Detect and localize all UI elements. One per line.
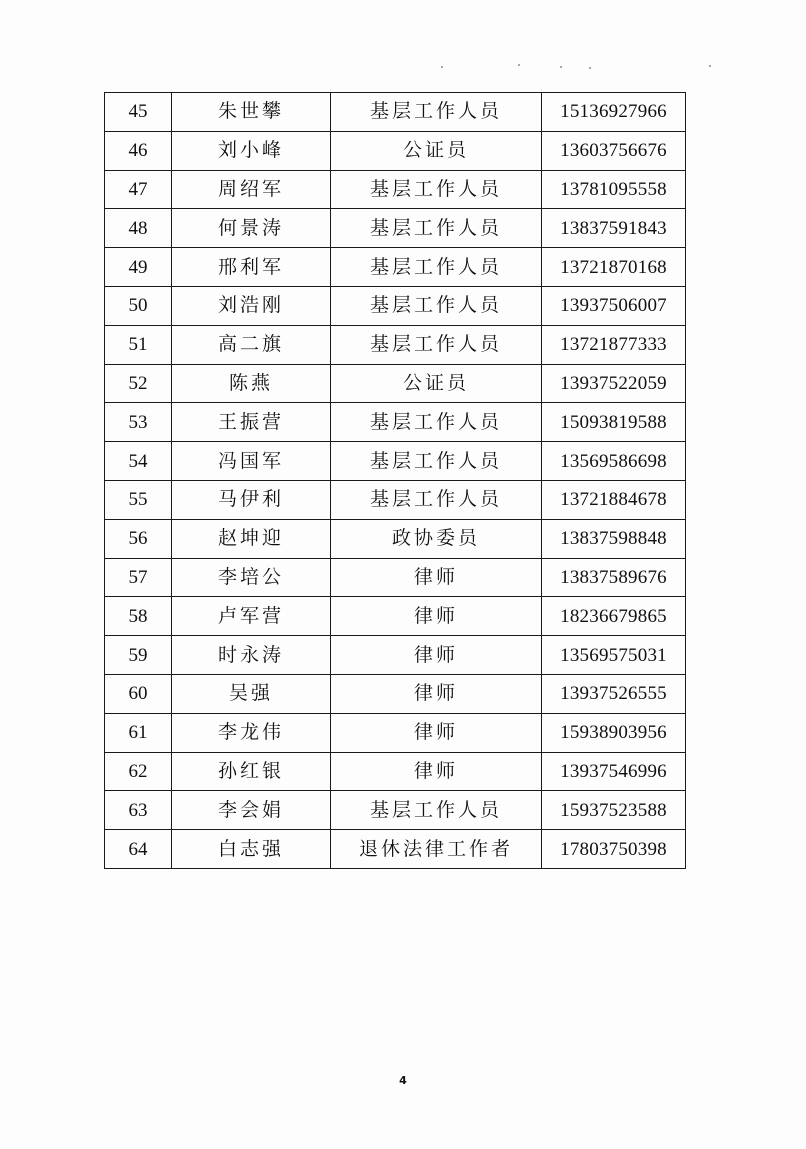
roster-table-body <box>105 93 686 869</box>
table-row <box>105 830 686 869</box>
row-number-cell: 50 <box>105 286 172 325</box>
occupation-cell: 律师 <box>331 597 542 636</box>
occupation-cell: 律师 <box>331 713 542 752</box>
person-name-cell: 高二旗 <box>172 325 331 364</box>
person-name-cell: 刘小峰 <box>172 131 331 170</box>
occupation-cell: 基层工作人员 <box>331 286 542 325</box>
phone-number-cell: 13603756676 <box>542 131 686 170</box>
occupation-cell: 基层工作人员 <box>331 325 542 364</box>
table-row <box>105 325 686 364</box>
row-number-cell: 58 <box>105 597 172 636</box>
occupation-cell: 律师 <box>331 752 542 791</box>
occupation-cell: 公证员 <box>331 131 542 170</box>
table-row <box>105 170 686 209</box>
row-number-cell: 46 <box>105 131 172 170</box>
person-name-cell: 赵坤迎 <box>172 519 331 558</box>
phone-number-cell: 13569575031 <box>542 636 686 675</box>
table-row <box>105 403 686 442</box>
table-row <box>105 597 686 636</box>
phone-number-cell: 13937526555 <box>542 674 686 713</box>
table-row <box>105 752 686 791</box>
occupation-cell: 律师 <box>331 674 542 713</box>
occupation-cell: 基层工作人员 <box>331 93 542 132</box>
roster-table <box>104 92 686 869</box>
row-number-cell: 62 <box>105 752 172 791</box>
phone-number-cell: 15938903956 <box>542 713 686 752</box>
row-number-cell: 64 <box>105 830 172 869</box>
scan-speck <box>560 66 562 68</box>
occupation-cell: 律师 <box>331 558 542 597</box>
row-number-cell: 48 <box>105 209 172 248</box>
page-number: 4 <box>399 1074 407 1087</box>
table-row <box>105 442 686 481</box>
occupation-cell: 律师 <box>331 636 542 675</box>
phone-number-cell: 13569586698 <box>542 442 686 481</box>
row-number-cell: 56 <box>105 519 172 558</box>
person-name-cell: 陈燕 <box>172 364 331 403</box>
person-name-cell: 李会娟 <box>172 791 331 830</box>
row-number-cell: 59 <box>105 636 172 675</box>
row-number-cell: 55 <box>105 480 172 519</box>
row-number-cell: 47 <box>105 170 172 209</box>
table-row <box>105 636 686 675</box>
phone-number-cell: 15937523588 <box>542 791 686 830</box>
scan-speck <box>441 66 443 68</box>
table-row <box>105 674 686 713</box>
row-number-cell: 53 <box>105 403 172 442</box>
row-number-cell: 51 <box>105 325 172 364</box>
phone-number-cell: 13781095558 <box>542 170 686 209</box>
row-number-cell: 61 <box>105 713 172 752</box>
person-name-cell: 王振营 <box>172 403 331 442</box>
row-number-cell: 45 <box>105 93 172 132</box>
row-number-cell: 49 <box>105 248 172 287</box>
person-name-cell: 朱世攀 <box>172 93 331 132</box>
occupation-cell: 退休法律工作者 <box>331 830 542 869</box>
table-row <box>105 93 686 132</box>
table-row <box>105 480 686 519</box>
row-number-cell: 57 <box>105 558 172 597</box>
occupation-cell: 基层工作人员 <box>331 442 542 481</box>
table-row <box>105 286 686 325</box>
occupation-cell: 基层工作人员 <box>331 791 542 830</box>
phone-number-cell: 13721877333 <box>542 325 686 364</box>
occupation-cell: 基层工作人员 <box>331 209 542 248</box>
phone-number-cell: 15093819588 <box>542 403 686 442</box>
phone-number-cell: 13837591843 <box>542 209 686 248</box>
phone-number-cell: 13837589676 <box>542 558 686 597</box>
phone-number-cell: 13721884678 <box>542 480 686 519</box>
person-name-cell: 李培公 <box>172 558 331 597</box>
occupation-cell: 政协委员 <box>331 519 542 558</box>
table-row <box>105 131 686 170</box>
phone-number-cell: 13837598848 <box>542 519 686 558</box>
row-number-cell: 63 <box>105 791 172 830</box>
table-row <box>105 519 686 558</box>
person-name-cell: 李龙伟 <box>172 713 331 752</box>
person-name-cell: 孙红银 <box>172 752 331 791</box>
occupation-cell: 基层工作人员 <box>331 248 542 287</box>
phone-number-cell: 17803750398 <box>542 830 686 869</box>
person-name-cell: 吴强 <box>172 674 331 713</box>
row-number-cell: 52 <box>105 364 172 403</box>
person-name-cell: 何景涛 <box>172 209 331 248</box>
phone-number-cell: 15136927966 <box>542 93 686 132</box>
table-row <box>105 791 686 830</box>
phone-number-cell: 13937546996 <box>542 752 686 791</box>
occupation-cell: 公证员 <box>331 364 542 403</box>
table-row <box>105 713 686 752</box>
person-name-cell: 白志强 <box>172 830 331 869</box>
phone-number-cell: 13721870168 <box>542 248 686 287</box>
table-row <box>105 248 686 287</box>
occupation-cell: 基层工作人员 <box>331 170 542 209</box>
phone-number-cell: 13937506007 <box>542 286 686 325</box>
scan-speck <box>518 64 520 66</box>
row-number-cell: 60 <box>105 674 172 713</box>
table-row <box>105 558 686 597</box>
person-name-cell: 刘浩刚 <box>172 286 331 325</box>
occupation-cell: 基层工作人员 <box>331 480 542 519</box>
scan-speck <box>589 67 591 69</box>
table-row <box>105 209 686 248</box>
person-name-cell: 时永涛 <box>172 636 331 675</box>
table-row <box>105 364 686 403</box>
person-name-cell: 马伊利 <box>172 480 331 519</box>
person-name-cell: 卢军营 <box>172 597 331 636</box>
phone-number-cell: 18236679865 <box>542 597 686 636</box>
person-name-cell: 周绍军 <box>172 170 331 209</box>
occupation-cell: 基层工作人员 <box>331 403 542 442</box>
person-name-cell: 冯国军 <box>172 442 331 481</box>
phone-number-cell: 13937522059 <box>542 364 686 403</box>
person-name-cell: 邢利军 <box>172 248 331 287</box>
scan-speck <box>709 65 711 67</box>
row-number-cell: 54 <box>105 442 172 481</box>
